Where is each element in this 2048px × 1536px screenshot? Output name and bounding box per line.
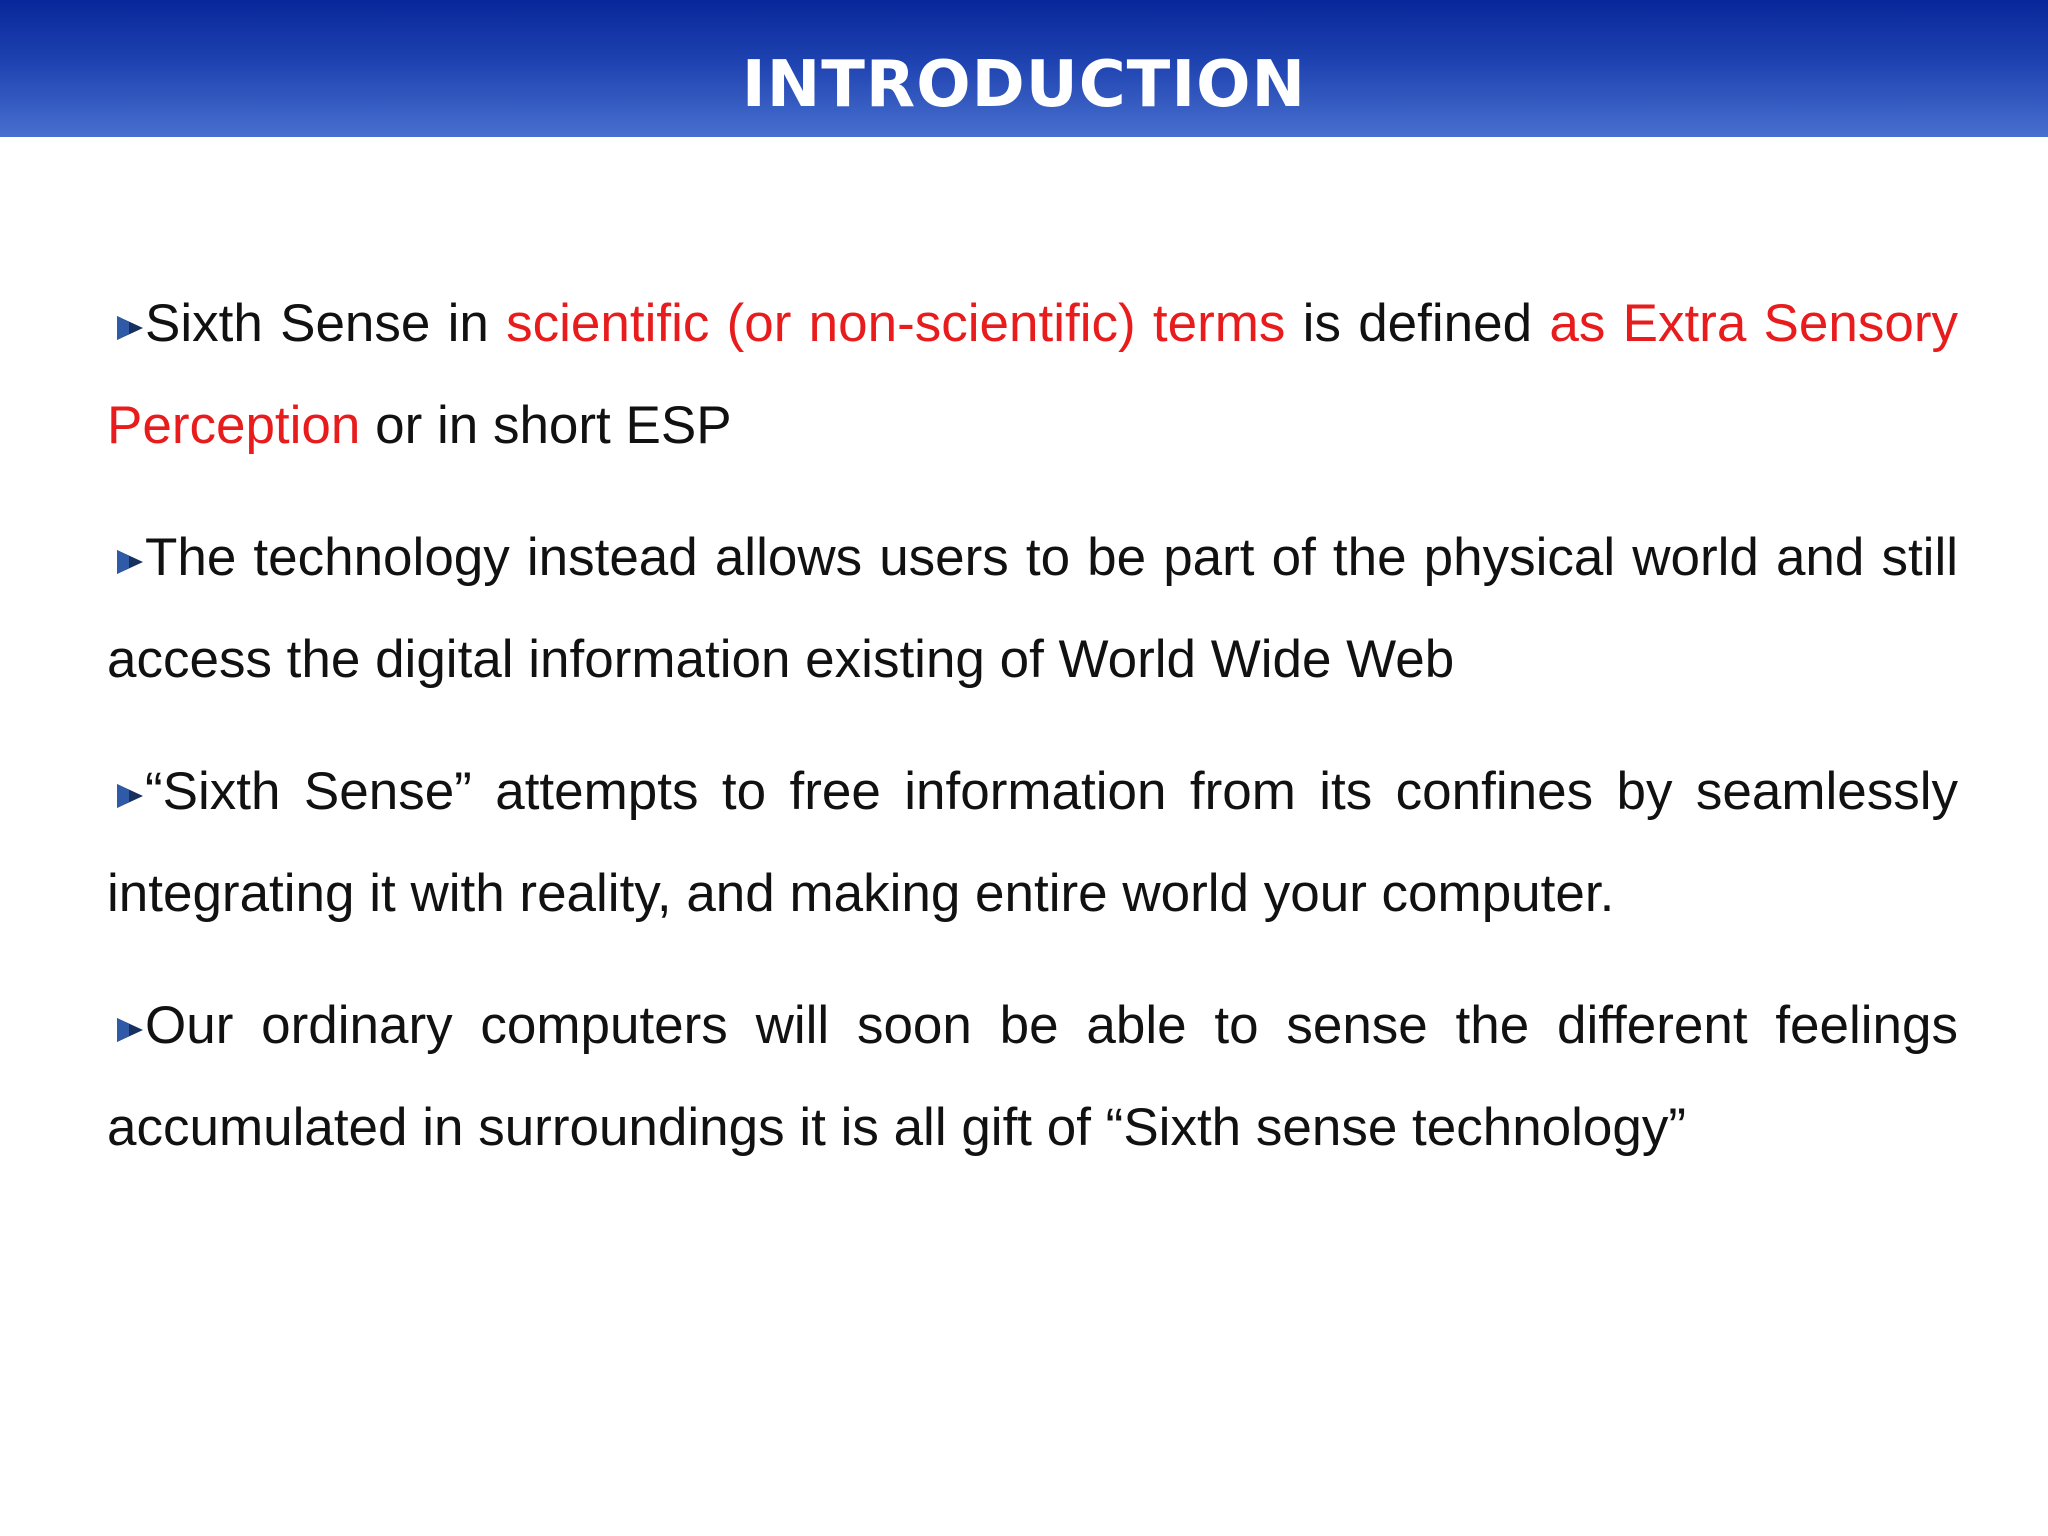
bullet-text: “Sixth Sense” attempts to free information from its confines by seamlessly integrating it with reality, and making entire world your computer. — [107, 762, 1958, 923]
triangle-arrow-icon — [115, 547, 145, 577]
bullet-text: Our ordinary computers will soon be able to sense the different feelings accumulated in surroundings it is all gift of “Sixth sense technology” — [107, 996, 1958, 1157]
bullet-item — [107, 507, 1958, 711]
bullet-text: is defined — [1285, 294, 1550, 353]
bullet-item — [107, 975, 1958, 1179]
slide-title: INTRODUCTION — [741, 48, 1307, 122]
triangle-arrow-icon — [115, 313, 145, 343]
bullet-highlight: as Extra Sensory Perception — [107, 294, 1958, 455]
bullet-text: Sixth Sense in — [145, 294, 507, 353]
bullet-list — [107, 273, 1958, 1209]
triangle-arrow-icon — [115, 1015, 145, 1045]
triangle-arrow-icon — [115, 781, 145, 811]
bullet-text: or in short ESP — [360, 396, 732, 455]
bullet-highlight: scientific (or non-scientific) terms — [506, 294, 1286, 353]
bullet-item — [107, 741, 1958, 945]
bullet-item — [107, 273, 1958, 477]
bullet-text: The technology instead allows users to be part of the physical world and still access the digital information existing of World Wide Web — [107, 528, 1958, 689]
